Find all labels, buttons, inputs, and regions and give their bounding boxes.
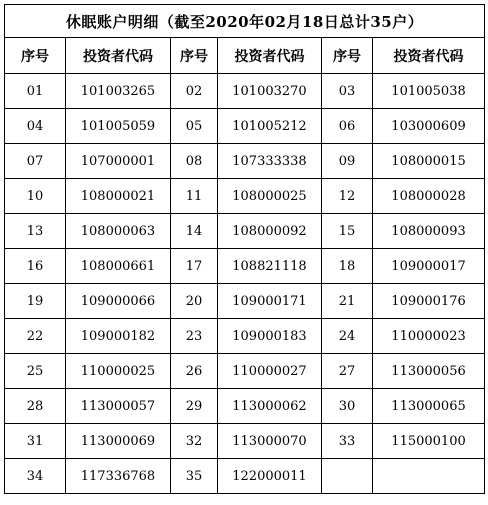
investor-code-cell: 109000017 (373, 249, 485, 284)
seq-cell: 25 (5, 354, 66, 389)
investor-code-cell: 113000065 (373, 389, 485, 424)
investor-code-cell: 113000069 (66, 424, 171, 459)
seq-cell: 24 (322, 319, 373, 354)
investor-code-cell: 122000011 (218, 459, 322, 494)
investor-code-cell: 108000093 (373, 214, 485, 249)
table-row (5, 249, 485, 284)
investor-code-cell: 103000609 (373, 109, 485, 144)
investor-code-cell: 107000001 (66, 144, 171, 179)
investor-code-cell: 101005212 (218, 109, 322, 144)
seq-cell: 23 (171, 319, 218, 354)
investor-code-cell: 109000182 (66, 319, 171, 354)
seq-cell: 06 (322, 109, 373, 144)
table-row (5, 284, 485, 319)
seq-cell: 34 (5, 459, 66, 494)
table-row (5, 74, 485, 109)
investor-code-cell: 108000063 (66, 214, 171, 249)
seq-cell: 03 (322, 74, 373, 109)
seq-cell: 21 (322, 284, 373, 319)
seq-cell: 14 (171, 214, 218, 249)
table-row (5, 214, 485, 249)
seq-cell: 29 (171, 389, 218, 424)
seq-cell: 20 (171, 284, 218, 319)
seq-cell: 04 (5, 109, 66, 144)
seq-cell: 07 (5, 144, 66, 179)
investor-code-cell: 109000183 (218, 319, 322, 354)
seq-cell: 17 (171, 249, 218, 284)
investor-code-cell: 115000100 (373, 424, 485, 459)
seq-cell: 09 (322, 144, 373, 179)
header-investor-code-2: 投资者代码 (218, 38, 322, 74)
investor-code-cell: 109000171 (218, 284, 322, 319)
investor-code-cell: 110000025 (66, 354, 171, 389)
seq-cell: 18 (322, 249, 373, 284)
investor-code-cell: 101005059 (66, 109, 171, 144)
seq-cell: 19 (5, 284, 66, 319)
seq-cell: 13 (5, 214, 66, 249)
investor-code-cell: 109000176 (373, 284, 485, 319)
investor-code-cell: 113000062 (218, 389, 322, 424)
investor-code-cell: 101003270 (218, 74, 322, 109)
investor-code-cell: 108000021 (66, 179, 171, 214)
table-row (5, 179, 485, 214)
seq-cell (322, 459, 373, 494)
seq-cell: 30 (322, 389, 373, 424)
seq-cell: 12 (322, 179, 373, 214)
investor-code-cell: 110000027 (218, 354, 322, 389)
table-row (5, 354, 485, 389)
seq-cell: 11 (171, 179, 218, 214)
investor-code-cell: 113000057 (66, 389, 171, 424)
investor-code-cell: 107333338 (218, 144, 322, 179)
table-row (5, 389, 485, 424)
table-row (5, 144, 485, 179)
table-body (5, 74, 485, 494)
table-row (5, 459, 485, 494)
investor-code-cell: 113000070 (218, 424, 322, 459)
seq-cell: 22 (5, 319, 66, 354)
seq-cell: 15 (322, 214, 373, 249)
investor-code-cell: 117336768 (66, 459, 171, 494)
header-seq-2: 序号 (171, 38, 218, 74)
seq-cell: 28 (5, 389, 66, 424)
header-seq-1: 序号 (5, 38, 66, 74)
investor-code-cell: 110000023 (373, 319, 485, 354)
investor-code-cell: 108000028 (373, 179, 485, 214)
dormant-accounts-table (4, 4, 485, 494)
seq-cell: 16 (5, 249, 66, 284)
investor-code-cell (373, 459, 485, 494)
investor-code-cell: 108000025 (218, 179, 322, 214)
investor-code-cell: 109000066 (66, 284, 171, 319)
table-row (5, 319, 485, 354)
investor-code-cell: 108000092 (218, 214, 322, 249)
seq-cell: 26 (171, 354, 218, 389)
table-row (5, 424, 485, 459)
investor-code-cell: 108821118 (218, 249, 322, 284)
header-row (5, 38, 485, 74)
seq-cell: 08 (171, 144, 218, 179)
document-page (4, 4, 484, 494)
seq-cell: 01 (5, 74, 66, 109)
seq-cell: 27 (322, 354, 373, 389)
investor-code-cell: 108000015 (373, 144, 485, 179)
investor-code-cell: 101005038 (373, 74, 485, 109)
seq-cell: 35 (171, 459, 218, 494)
table-title: 休眠账户明细（截至2020年02月18日总计35户） (5, 5, 485, 38)
investor-code-cell: 101003265 (66, 74, 171, 109)
seq-cell: 33 (322, 424, 373, 459)
title-row (5, 5, 485, 38)
seq-cell: 10 (5, 179, 66, 214)
investor-code-cell: 108000661 (66, 249, 171, 284)
header-investor-code-1: 投资者代码 (66, 38, 171, 74)
seq-cell: 32 (171, 424, 218, 459)
seq-cell: 05 (171, 109, 218, 144)
header-investor-code-3: 投资者代码 (373, 38, 485, 74)
table-row (5, 109, 485, 144)
investor-code-cell: 113000056 (373, 354, 485, 389)
header-seq-3: 序号 (322, 38, 373, 74)
seq-cell: 02 (171, 74, 218, 109)
seq-cell: 31 (5, 424, 66, 459)
